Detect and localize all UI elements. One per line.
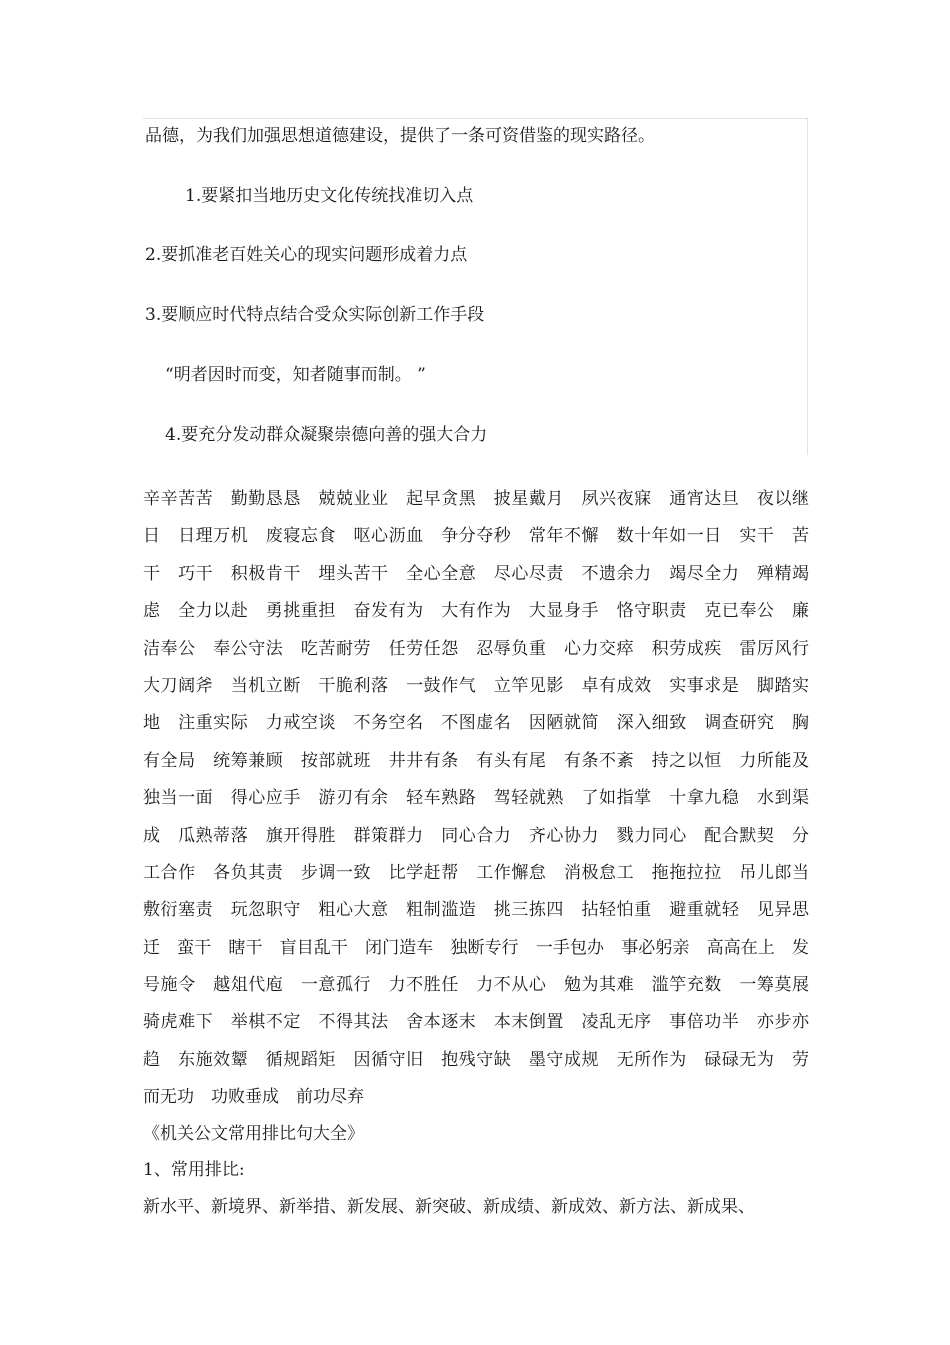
- vocab-line: 迁 蛮干 瞎干 盲目乱干 闭门造车 独断专行 一手包办 事必躬亲 高高在上 发: [143, 937, 809, 958]
- vocab-line: 干 巧干 积极肯干 埋头苦干 全心全意 尽心尽责 不遗余力 竭尽全力 殚精竭: [143, 563, 809, 584]
- vocab-line: 虑 全力以赴 勇挑重担 奋发有为 大有作为 大显身手 恪守职责 克已奉公 廉: [143, 601, 809, 622]
- vocab-line: 有全局 统筹兼顾 按部就班 井井有条 有头有尾 有条不紊 持之以恒 力所能及: [143, 750, 809, 771]
- vocab-line: 趋 东施效颦 循规蹈矩 因循守旧 抱残守缺 墨守成规 无所作为 碌碌无为 劳: [143, 1049, 809, 1070]
- vocab-line: 大刀阔斧 当机立断 干脆利落 一鼓作气 立竿见影 卓有成效 实事求是 脚踏实: [143, 675, 809, 696]
- point-3: 3.要顺应时代特点结合受众实际创新工作手段: [145, 305, 485, 325]
- quote: “明者因时而变，知者随事而制。 ”: [165, 365, 426, 385]
- point-4: 4.要充分发动群众凝聚崇德向善的强大合力: [165, 425, 488, 445]
- vocab-line: 号施令 越俎代庖 一意孤行 力不胜任 力不从心 勉为其难 滥竽充数 一筹莫展: [143, 975, 809, 996]
- vocab-line: 洁奉公 奉公守法 吃苦耐劳 任劳任怨 忍辱负重 心力交瘁 积劳成疾 雷厉风行: [143, 638, 809, 659]
- vocab-line: 独当一面 得心应手 游刃有余 轻车熟路 驾轻就熟 了如指掌 十拿九稳 水到渠: [143, 788, 809, 809]
- vocab-line: 日 日理万机 废寝忘食 呕心沥血 争分夺秒 常年不懈 数十年如一日 实干 苦: [143, 526, 809, 547]
- vocab-line: 成 瓜熟蒂落 旗开得胜 群策群力 同心合力 齐心协力 戮力同心 配合默契 分: [143, 825, 809, 846]
- vocab-line: 辛辛苦苦 勤勤恳恳 兢兢业业 起早贪黑 披星戴月 夙兴夜寐 通宵达旦 夜以继: [143, 489, 809, 509]
- vocab-line: 骑虎难下 举棋不定 不得其法 舍本逐末 本末倒置 凌乱无序 事倍功半 亦步亦: [143, 1012, 809, 1033]
- document-title: 《机关公文常用排比句大全》: [143, 1124, 364, 1144]
- vocab-line: 工合作 各负其责 步调一致 比学赶帮 工作懈怠 消极怠工 拖拖拉拉 吊儿郎当: [143, 862, 809, 883]
- section-line: 新水平、新境界、新举措、新发展、新突破、新成绩、新成效、新方法、新成果、: [143, 1197, 755, 1217]
- intro-line: 品德，为我们加强思想道德建设，提供了一条可资借鉴的现实路径。: [145, 126, 655, 146]
- vocab-line: 而无功 功败垂成 前功尽弃: [143, 1087, 364, 1108]
- point-2: 2.要抓准老百姓关心的现实问题形成着力点: [145, 245, 468, 265]
- section-heading: 1、常用排比:: [143, 1160, 245, 1180]
- boxed-text-block: [143, 118, 808, 455]
- point-1: 1.要紧扣当地历史文化传统找准切入点: [185, 186, 474, 206]
- vocabulary-paragraph: [143, 481, 809, 1117]
- vocab-line: 地 注重实际 力戒空谈 不务空名 不图虚名 因陋就简 深入细致 调查研究 胸: [143, 713, 809, 734]
- vocab-line: 敷衍塞责 玩忽职守 粗心大意 粗制滥造 挑三拣四 拈轻怕重 避重就轻 见异思: [143, 900, 809, 921]
